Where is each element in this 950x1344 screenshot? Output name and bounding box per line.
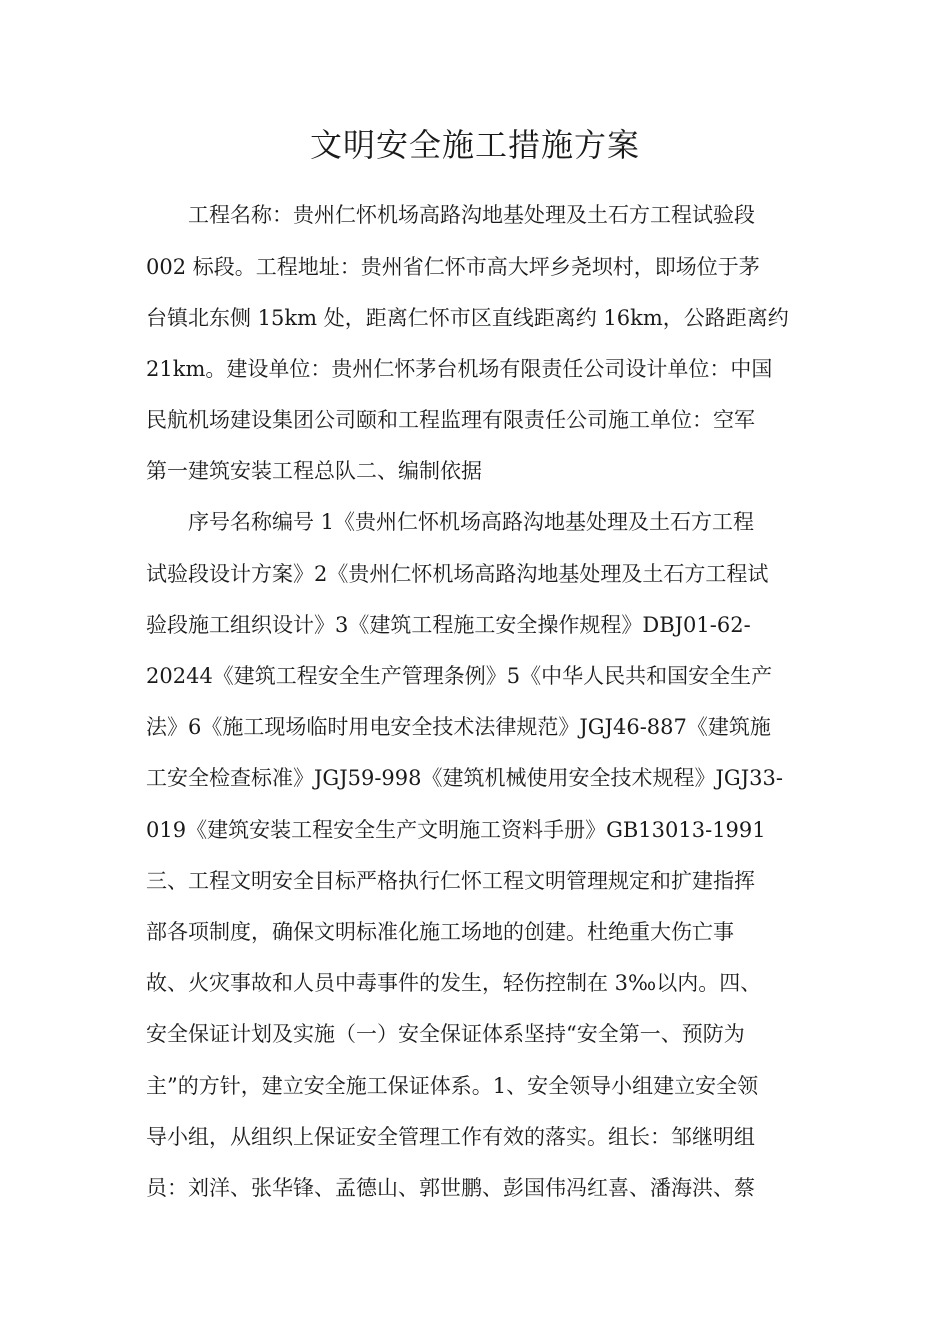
paragraph-line: 019《建筑安装工程安全生产文明施工资料手册》GB13013-1991 — [146, 818, 766, 842]
paragraph-line: 导小组，从组织上保证安全管理工作有效的落实。组长：邹继明组 — [146, 1125, 755, 1149]
paragraph-line: 安全保证计划及实施（一）安全保证体系坚持“安全第一、预防为 — [146, 1022, 745, 1046]
paragraph-line: 20244《建筑工程安全生产管理条例》5《中华人民共和国安全生产 — [146, 664, 773, 688]
paragraph-line: 主”的方针，建立安全施工保证体系。1、安全领导小组建立安全领 — [146, 1074, 759, 1098]
paragraph-line: 法》6《施工现场临时用电安全技术法律规范》JGJ46-887《建筑施 — [146, 715, 771, 739]
paragraph-line: 序号名称编号 1《贵州仁怀机场高路沟地基处理及土石方工程 — [188, 510, 755, 534]
document-title: 文明安全施工措施方案 — [309, 126, 640, 164]
paragraph-line: 工程名称：贵州仁怀机场高路沟地基处理及土石方工程试验段 — [188, 203, 755, 227]
paragraph-line: 部各项制度，确保文明标准化施工场地的创建。杜绝重大伤亡事 — [146, 920, 734, 944]
paragraph-line: 验段施工组织设计》3《建筑工程施工安全操作规程》DBJ01-62- — [146, 613, 751, 637]
paragraph-line: 002 标段。工程地址：贵州省仁怀市高大坪乡尧坝村，即场位于茅 — [146, 255, 760, 279]
paragraph-line: 第一建筑安装工程总队二、编制依据 — [146, 459, 482, 483]
paragraph-line: 三、工程文明安全目标严格执行仁怀工程文明管理规定和扩建指挥 — [146, 869, 755, 893]
paragraph-line: 故、火灾事故和人员中毒事件的发生，轻伤控制在 3‰以内。四、 — [146, 971, 762, 995]
paragraph-line: 工安全检查标准》JGJ59-998《建筑机械使用安全技术规程》JGJ33- — [146, 766, 783, 790]
paragraph-line: 员：刘洋、张华锋、孟德山、郭世鹏、彭国伟冯红喜、潘海洪、蔡 — [146, 1176, 755, 1200]
paragraph-line: 民航机场建设集团公司颐和工程监理有限责任公司施工单位：空军 — [146, 408, 755, 432]
paragraph-line: 21km。建设单位：贵州仁怀茅台机场有限责任公司设计单位：中国 — [146, 357, 773, 381]
paragraph-line: 台镇北东侧 15km 处，距离仁怀市区直线距离约 16km，公路距离约 — [146, 306, 789, 330]
paragraph-line: 试验段设计方案》2《贵州仁怀机场高路沟地基处理及土石方工程试 — [146, 562, 769, 586]
